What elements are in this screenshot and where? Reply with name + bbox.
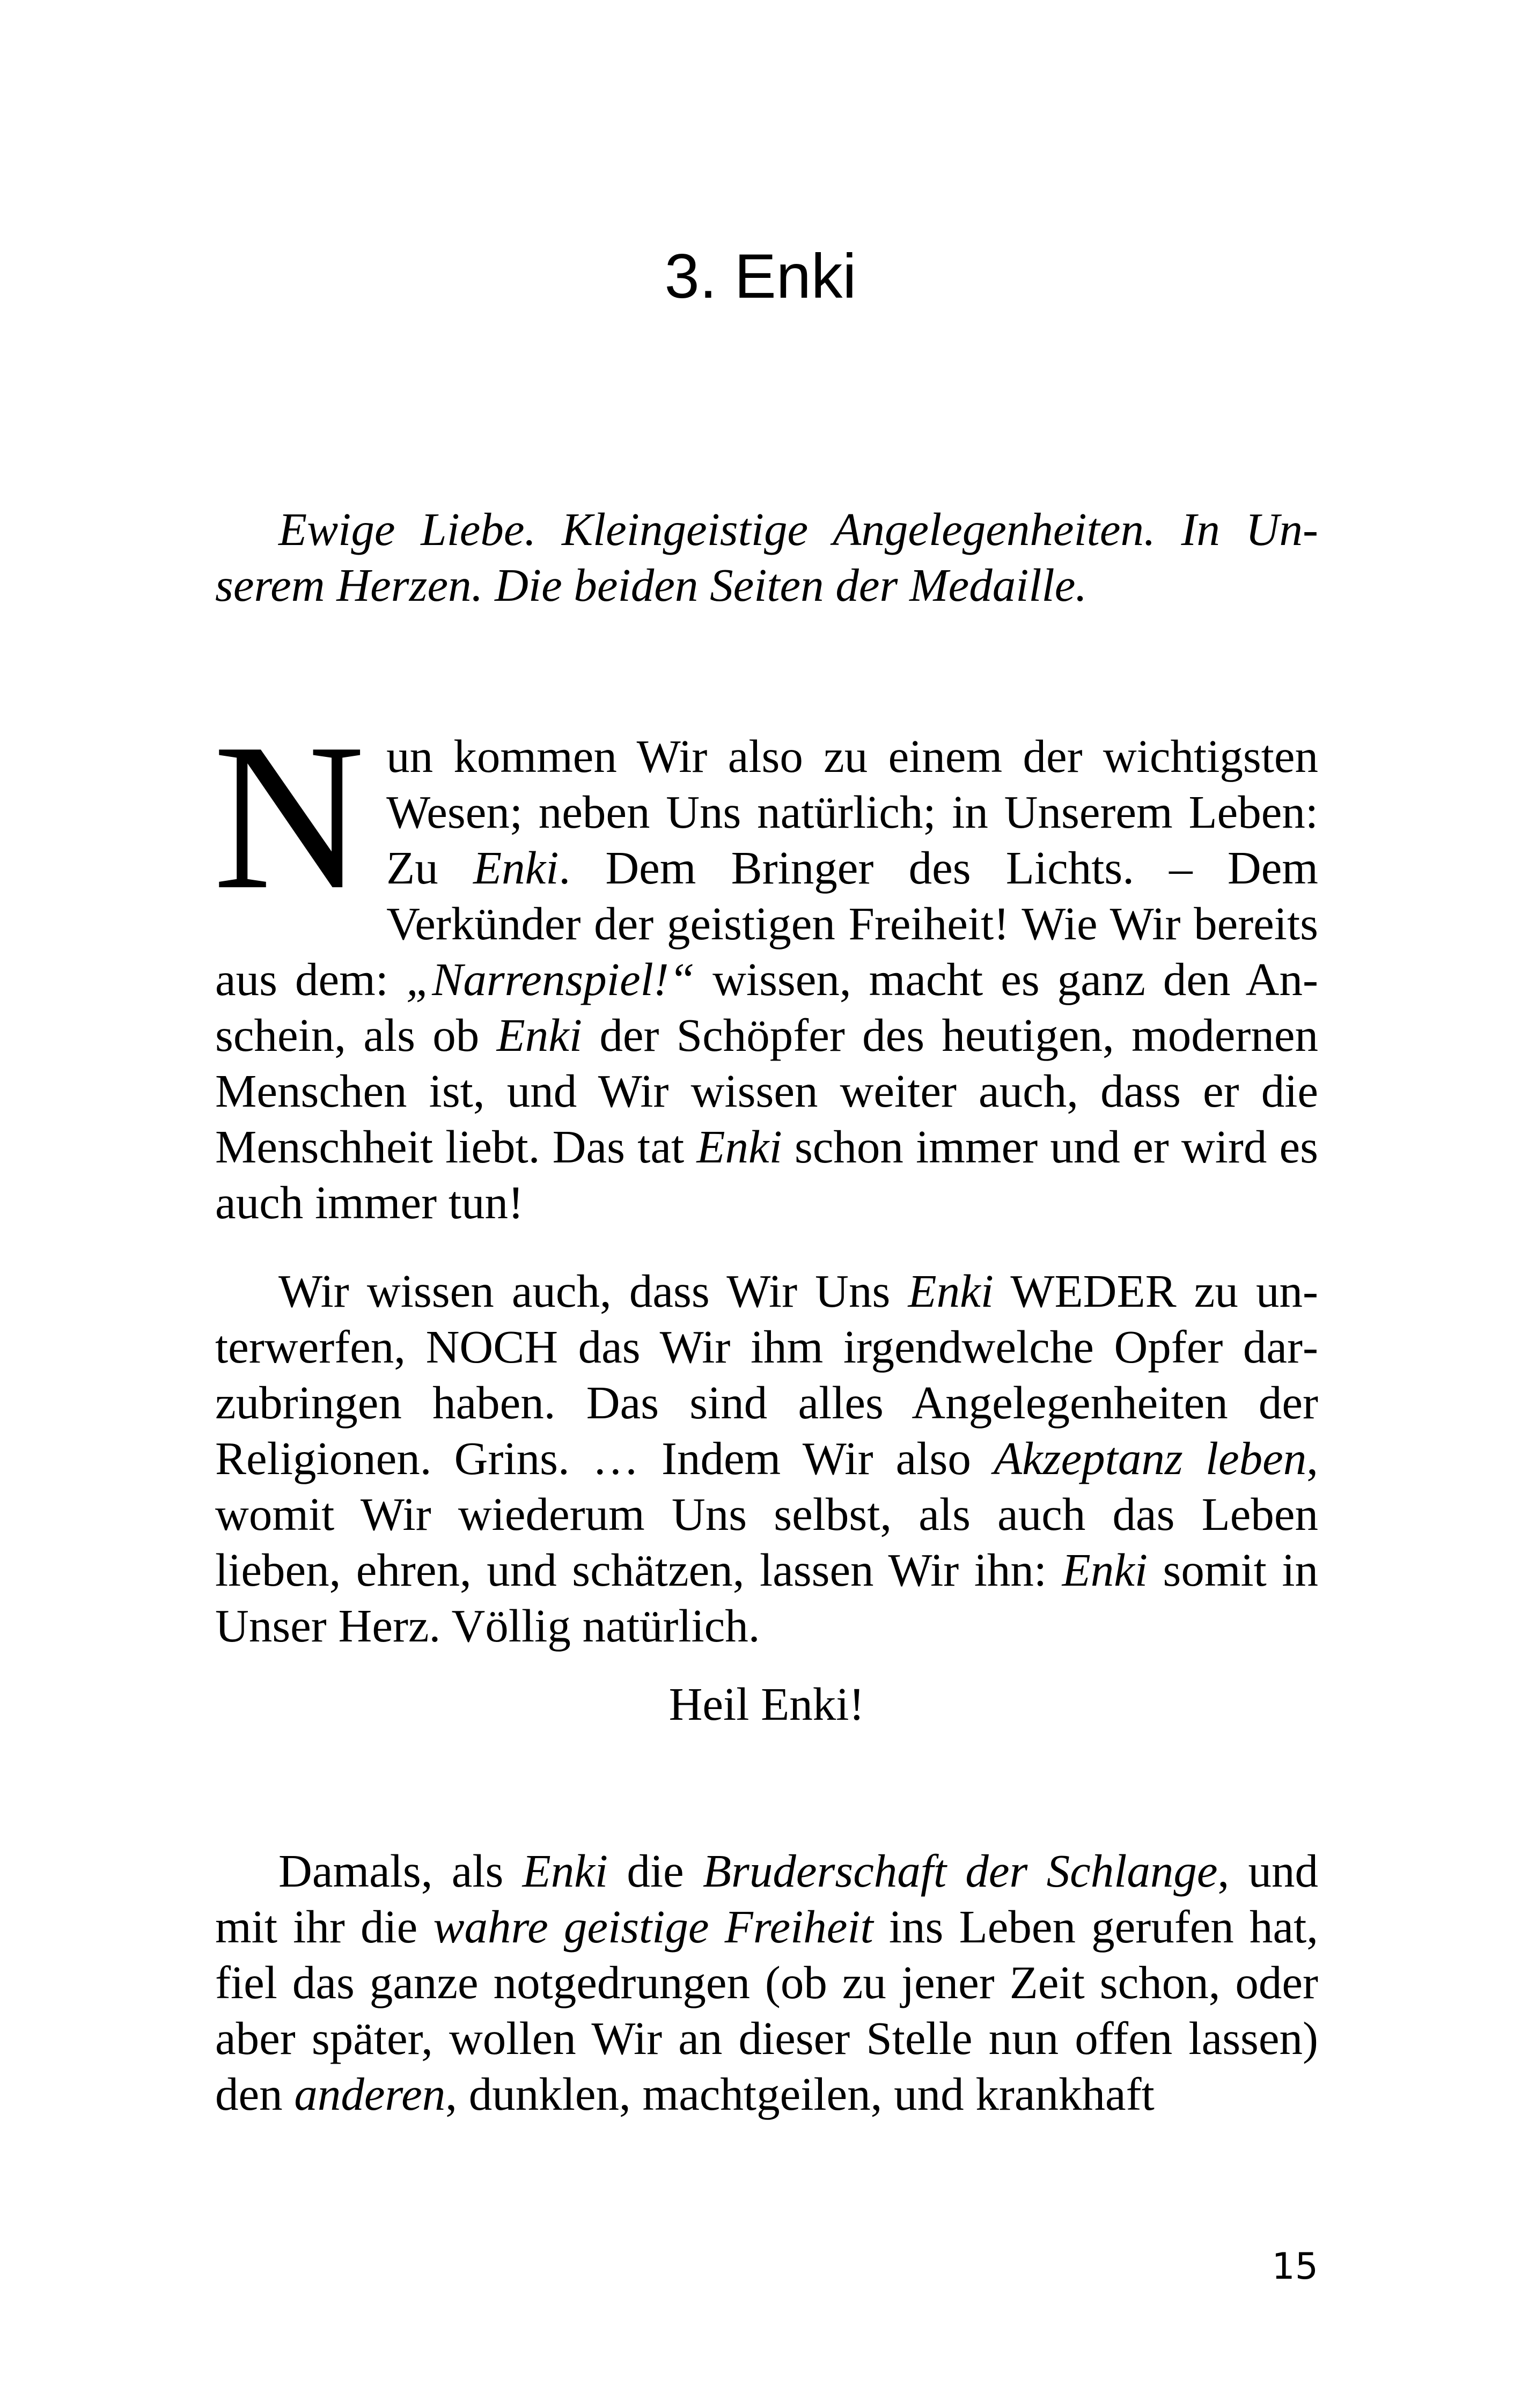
salutation: Heil Enki! [668, 1678, 865, 1730]
paragraph-3-text: , dunklen, machtgeilen, und krankhaft [445, 2068, 1155, 2120]
paragraph-3-text: ins Leben gerufen hat, fiel das ganze notgedrungen (ob zu jener Zeit schon, oder aber später, wollen Wir an dieser Stelle nun offen lassen) den [215, 1901, 1318, 2120]
paragraph-1-text: schon immer und er wird es auch immer tun! [215, 1121, 1318, 1228]
paragraph-2-text: WEDER zu unterwerfen, NOCH das Wir ihm irgendwelche Opfer darzubringen haben. Das sind alles Angelegenheiten der Religionen. Grins. … Indem Wir also [215, 1265, 1318, 1484]
paragraph-1-emphasis: Enki [696, 1121, 782, 1173]
paragraph-3-emphasis: Enki [522, 1845, 608, 1897]
paragraph-3-text: die [608, 1845, 703, 1897]
paragraph-1-text: der Schöpfer des heutigen, modernen Menschen ist, und Wir wissen weiter auch, dass er die Menschheit liebt. Das tat [215, 1009, 1318, 1173]
paragraph-1-text: . Dem Bringer des Lichts. – Dem Verkünder der geistigen Freiheit! Wie Wir bereits aus dem: [215, 842, 1318, 1005]
paragraph-1-emphasis: Enki [473, 842, 559, 894]
paragraph-3 [215, 1843, 1318, 2122]
paragraph-1-text: wissen, macht es ganz den Anschein, als ob [215, 953, 1318, 1061]
paragraph-1 [213, 700, 1318, 1231]
paragraph-3-text: Damals, als [278, 1845, 523, 1897]
paragraph-1-emphasis: Enki [496, 1009, 583, 1061]
paragraph-2-text: somit in Unser Herz. Völlig natürlich. [215, 1544, 1319, 1652]
paragraph-3-emphasis: Bruderschaft der Schlange [702, 1845, 1218, 1897]
paragraph-3-emphasis: anderen [294, 2068, 446, 2120]
paragraph-3-text: , und mit ihr die [215, 1845, 1319, 1953]
paragraph-2-emphasis: Enki [1062, 1544, 1148, 1596]
paragraph-3-emphasis: wahre geistige Freiheit [433, 1901, 873, 1953]
paragraph-2 [215, 1263, 1318, 1654]
paragraph-2-text: , womit Wir wiederum Uns selbst, als auch das Leben lieben, ehren, und schätzen, lassen Wir ihn: [215, 1432, 1318, 1596]
paragraph-2-emphasis: Akzeptanz leben [993, 1432, 1307, 1484]
paragraph-2-emphasis: Enki [908, 1265, 994, 1317]
drop-cap-letter: N [213, 700, 365, 933]
chapter-epigraph: Ewige Liebe. Kleingeistige Angelegenheiten. In Unserem Herzen. Die beiden Seiten der Medaille. [215, 503, 1318, 611]
paragraph-2-text: Wir wissen auch, dass Wir Uns [278, 1265, 908, 1317]
page-number: 15 [1272, 2245, 1318, 2288]
paragraph-1-emphasis: „Narrenspiel!“ [406, 953, 695, 1005]
chapter-title: 3. Enki [664, 241, 857, 311]
paragraph-1-text: un kommen Wir also zu einem der wichtigsten Wesen; neben Uns natürlich; in Unserem Leben: Zu [386, 730, 1318, 894]
